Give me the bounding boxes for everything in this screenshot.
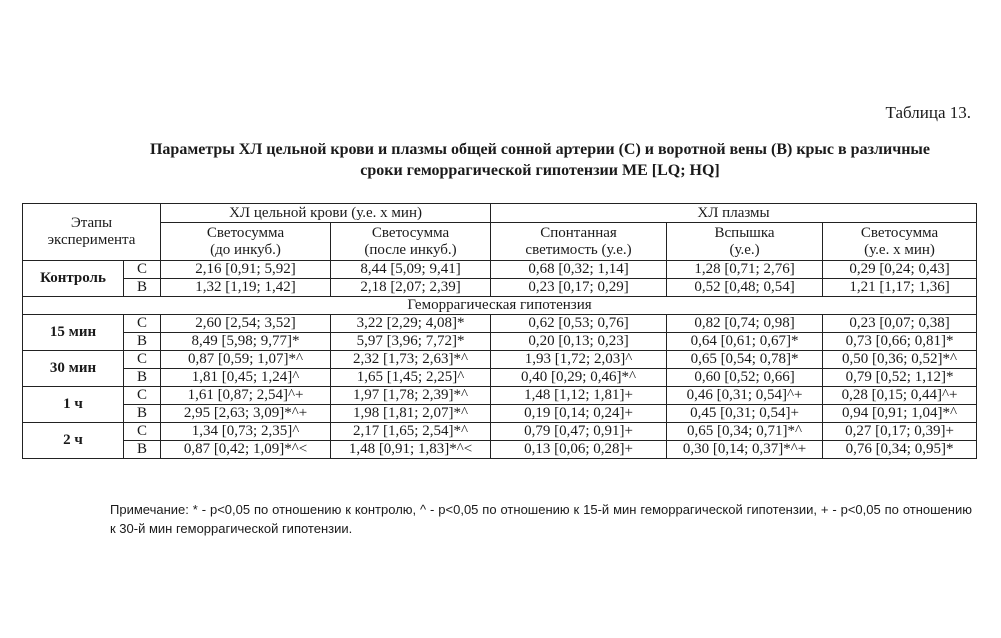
table-cell: 1,28 [0,71; 2,76] bbox=[667, 261, 823, 279]
header-col1-line1: Светосумма bbox=[206, 224, 285, 241]
table-row bbox=[23, 387, 977, 405]
section-title: Геморрагическая гипотензия bbox=[23, 297, 977, 315]
table-cell: 0,29 [0,24; 0,43] bbox=[823, 261, 977, 279]
header-col2-line2: (после инкуб.) bbox=[364, 241, 457, 258]
table-cell: 1,98 [1,81; 2,07]*^ bbox=[331, 405, 491, 423]
table-cell: 2,18 [2,07; 2,39] bbox=[331, 279, 491, 297]
header-col5 bbox=[823, 223, 977, 261]
table-number: Таблица 13. bbox=[885, 103, 971, 122]
table-cell: 0,50 [0,36; 0,52]*^ bbox=[823, 351, 977, 369]
table-cell: 2,17 [1,65; 2,54]*^ bbox=[331, 423, 491, 441]
table-cell: 1,34 [0,73; 2,35]^ bbox=[161, 423, 331, 441]
table-row bbox=[23, 441, 977, 459]
table-cell: 1,21 [1,17; 1,36] bbox=[823, 279, 977, 297]
table-row bbox=[23, 261, 977, 279]
table-cell: 0,30 [0,14; 0,37]*^+ bbox=[667, 441, 823, 459]
table-cell: 0,46 [0,31; 0,54]^+ bbox=[667, 387, 823, 405]
table-title bbox=[110, 139, 970, 181]
stage-label: Контроль bbox=[23, 261, 124, 297]
title-line-2: сроки геморрагической гипотензии МЕ [LQ; HQ] bbox=[360, 162, 720, 179]
table-cell: 1,61 [0,87; 2,54]^+ bbox=[161, 387, 331, 405]
table-cell: 2,16 [0,91; 5,92] bbox=[161, 261, 331, 279]
table-cell: 2,60 [2,54; 3,52] bbox=[161, 315, 331, 333]
table-footnote bbox=[110, 500, 972, 538]
table-cell: 1,32 [1,19; 1,42] bbox=[161, 279, 331, 297]
table-cell: 0,65 [0,34; 0,71]*^ bbox=[667, 423, 823, 441]
table-cell: 0,87 [0,59; 1,07]*^ bbox=[161, 351, 331, 369]
header-col3-line1: Спонтанная bbox=[540, 224, 617, 241]
table-cell: 0,23 [0,17; 0,29] bbox=[491, 279, 667, 297]
header-col4 bbox=[667, 223, 823, 261]
table-cell: 1,48 [1,12; 1,81]+ bbox=[491, 387, 667, 405]
header-col4-line1: Вспышка bbox=[714, 224, 775, 241]
table-cell: 1,65 [1,45; 2,25]^ bbox=[331, 369, 491, 387]
table-cell: 0,65 [0,54; 0,78]* bbox=[667, 351, 823, 369]
table-cell: 0,87 [0,42; 1,09]*^< bbox=[161, 441, 331, 459]
table-cell: 0,40 [0,29; 0,46]*^ bbox=[491, 369, 667, 387]
stage-label: 15 мин bbox=[23, 315, 124, 351]
vessel-label: C bbox=[124, 315, 161, 333]
table-cell: 0,27 [0,17; 0,39]+ bbox=[823, 423, 977, 441]
vessel-label: C bbox=[124, 351, 161, 369]
vessel-label: В bbox=[124, 333, 161, 351]
table-cell: 0,82 [0,74; 0,98] bbox=[667, 315, 823, 333]
table-cell: 8,44 [5,09; 9,41] bbox=[331, 261, 491, 279]
section-row bbox=[23, 297, 977, 315]
header-plasma: ХЛ плазмы bbox=[491, 204, 977, 223]
table-cell: 2,95 [2,63; 3,09]*^+ bbox=[161, 405, 331, 423]
header-col2 bbox=[331, 223, 491, 261]
header-stages bbox=[23, 204, 161, 261]
table-cell: 0,20 [0,13; 0,23] bbox=[491, 333, 667, 351]
table-cell: 0,62 [0,53; 0,76] bbox=[491, 315, 667, 333]
header-stages-line2: эксперимента bbox=[47, 232, 136, 248]
table-cell: 8,49 [5,98; 9,77]* bbox=[161, 333, 331, 351]
vessel-label: В bbox=[124, 441, 161, 459]
vessel-label: C bbox=[124, 423, 161, 441]
table-cell: 0,19 [0,14; 0,24]+ bbox=[491, 405, 667, 423]
header-col3 bbox=[491, 223, 667, 261]
vessel-label: C bbox=[124, 387, 161, 405]
table-row bbox=[23, 423, 977, 441]
table-cell: 0,13 [0,06; 0,28]+ bbox=[491, 441, 667, 459]
footnote-line-2: отношению к 30-й мин геморрагической гипотензии. bbox=[110, 502, 972, 536]
table-cell: 0,94 [0,91; 1,04]*^ bbox=[823, 405, 977, 423]
header-col5-line1: Светосумма bbox=[860, 224, 939, 241]
table-cell: 5,97 [3,96; 7,72]* bbox=[331, 333, 491, 351]
stage-label: 30 мин bbox=[23, 351, 124, 387]
title-line-1: Параметры ХЛ цельной крови и плазмы общей сонной артерии (С) и воротной вены (В) крыс в различные bbox=[149, 141, 931, 158]
table-cell: 0,68 [0,32; 1,14] bbox=[491, 261, 667, 279]
table-cell: 0,23 [0,07; 0,38] bbox=[823, 315, 977, 333]
table-cell: 3,22 [2,29; 4,08]* bbox=[331, 315, 491, 333]
stage-label: 1 ч bbox=[23, 387, 124, 423]
table-cell: 0,79 [0,52; 1,12]* bbox=[823, 369, 977, 387]
table-cell: 1,48 [0,91; 1,83]*^< bbox=[331, 441, 491, 459]
table-cell: 0,45 [0,31; 0,54]+ bbox=[667, 405, 823, 423]
table-row bbox=[23, 333, 977, 351]
table-row bbox=[23, 405, 977, 423]
header-stages-line1: Этапы bbox=[70, 215, 113, 231]
table-cell: 0,28 [0,15; 0,44]^+ bbox=[823, 387, 977, 405]
header-col2-line1: Светосумма bbox=[371, 224, 450, 241]
table-cell: 0,76 [0,34; 0,95]* bbox=[823, 441, 977, 459]
table-row bbox=[23, 369, 977, 387]
footnote-line-1: Примечание: * - p<0,05 по отношению к контролю, ^ - p<0,05 по отношению к 15-й мин геморрагической гипотензии, + - p<0,05 по bbox=[110, 502, 899, 517]
header-col1-line2: (до инкуб.) bbox=[210, 241, 281, 258]
vessel-label: C bbox=[124, 261, 161, 279]
table-row bbox=[23, 351, 977, 369]
vessel-label: В bbox=[124, 405, 161, 423]
table-cell: 1,97 [1,78; 2,39]*^ bbox=[331, 387, 491, 405]
vessel-label: В bbox=[124, 369, 161, 387]
table-cell: 0,60 [0,52; 0,66] bbox=[667, 369, 823, 387]
stage-label: 2 ч bbox=[23, 423, 124, 459]
header-col5-line2: (у.е. х мин) bbox=[864, 241, 935, 258]
table-row bbox=[23, 279, 977, 297]
table-cell: 0,64 [0,61; 0,67]* bbox=[667, 333, 823, 351]
table-cell: 1,81 [0,45; 1,24]^ bbox=[161, 369, 331, 387]
header-col1 bbox=[161, 223, 331, 261]
table-cell: 2,32 [1,73; 2,63]*^ bbox=[331, 351, 491, 369]
table-cell: 1,93 [1,72; 2,03]^ bbox=[491, 351, 667, 369]
header-col4-line2: (у.е.) bbox=[729, 241, 760, 258]
table-cell: 0,79 [0,47; 0,91]+ bbox=[491, 423, 667, 441]
table-row bbox=[23, 315, 977, 333]
header-whole-blood: ХЛ цельной крови (у.е. х мин) bbox=[161, 204, 491, 223]
table-cell: 0,73 [0,66; 0,81]* bbox=[823, 333, 977, 351]
table-cell: 0,52 [0,48; 0,54] bbox=[667, 279, 823, 297]
vessel-label: В bbox=[124, 279, 161, 297]
header-col3-line2: светимость (у.е.) bbox=[525, 241, 632, 258]
data-table bbox=[22, 203, 977, 459]
